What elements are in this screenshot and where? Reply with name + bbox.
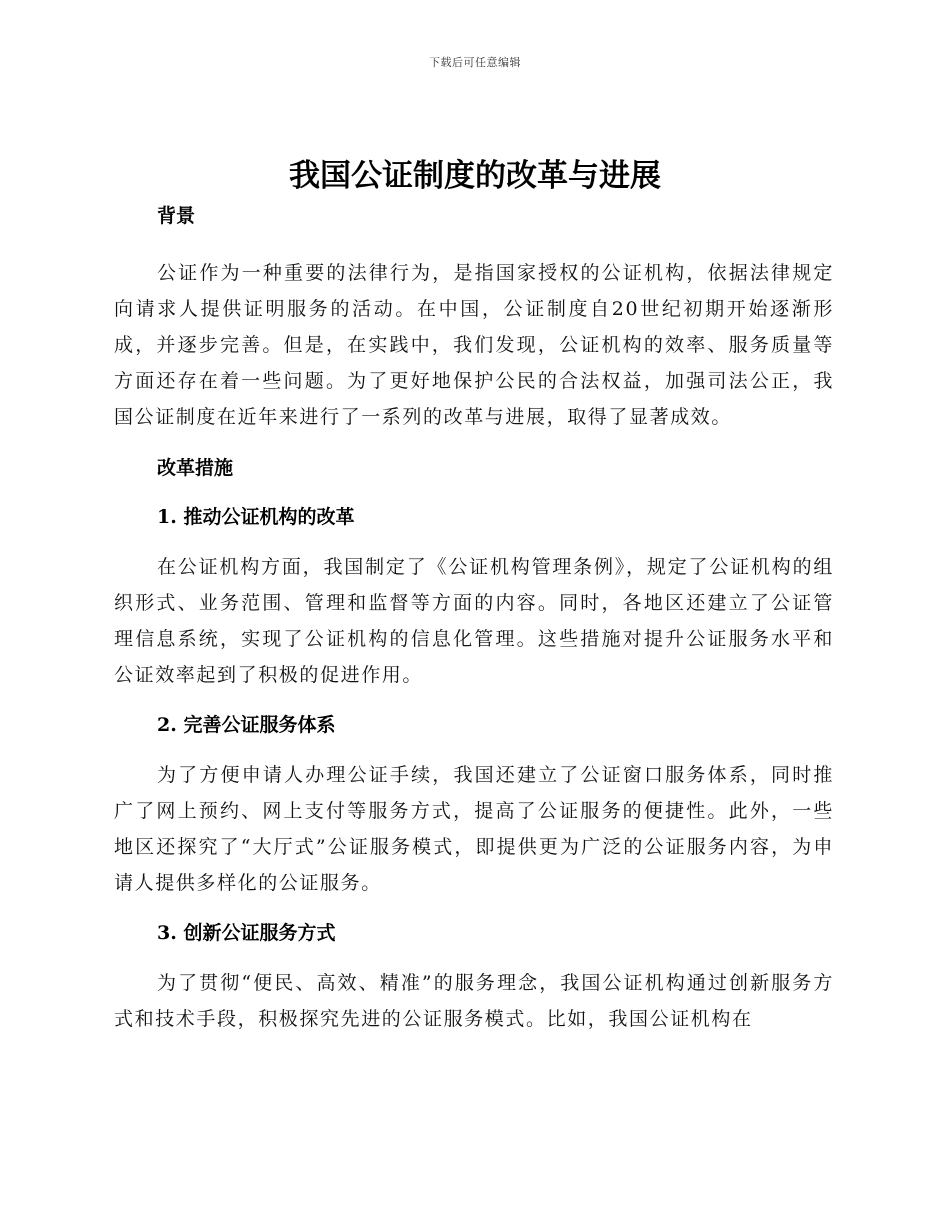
paragraph-reform-3: 为了贯彻“便民、高效、精准”的服务理念，我国公证机构通过创新服务方式和技术手段，积极探究先进的公证服务模式。比如，我国公证机构在 (114, 972, 834, 1030)
paragraph-background: 公证作为一种重要的法律行为，是指国家授权的公证机构，依据法律规定向请求人提供证明服务的活动。在中国，公证制度自20世纪初期开始逐渐形成，并逐步完善。但是，在实践中，我们发现，公证机构的效率、服务质量等方面还存在着一些问题。为了更好地保护公民的合法权益，加强司法公正，我国公证制度在近年来进行了一系列的改革与进展，取得了显著成效。 (114, 262, 834, 428)
section-heading-reform: 改革措施 (157, 457, 234, 479)
subheading-reform-1: 1. 推动公证机构的改革 (157, 506, 355, 528)
section-heading-background: 背景 (157, 205, 196, 227)
subheading-reform-3: 3. 创新公证服务方式 (157, 922, 336, 944)
subheading-reform-2: 2. 完善公证服务体系 (157, 714, 336, 736)
document-title: 我国公证制度的改革与进展 (289, 158, 661, 194)
paragraph-reform-1: 在公证机构方面，我国制定了《公证机构管理条例》，规定了公证机构的组织形式、业务范围、管理和监督等方面的内容。同时，各地区还建立了公证管理信息系统，实现了公证机构的信息化管理。这些措施对提升公证服务水平和公证效率起到了积极的促进作用。 (114, 556, 834, 686)
document-body (114, 199, 834, 1037)
header-note: 下载后可任意编辑 (429, 56, 521, 69)
paragraph-reform-2: 为了方便申请人办理公证手续，我国还建立了公证窗口服务体系，同时推广了网上预约、网上支付等服务方式，提高了公证服务的便捷性。此外，一些地区还探究了“大厅式”公证服务模式，即提供更为广泛的公证服务内容，为申请人提供多样化的公证服务。 (114, 764, 834, 894)
